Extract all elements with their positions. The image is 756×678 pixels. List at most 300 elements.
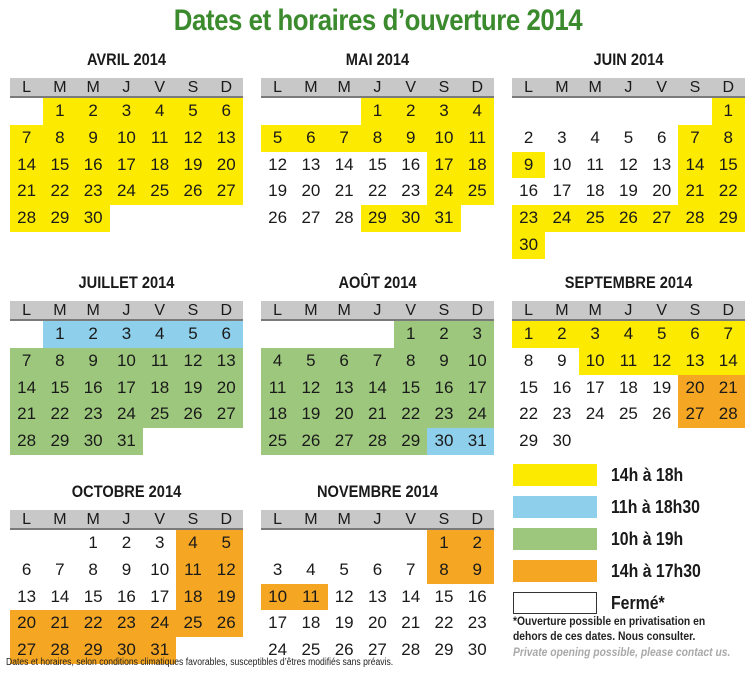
day-cell: 13 [17, 586, 37, 606]
weekday-header: M [579, 78, 612, 98]
day-cell: 13 [210, 125, 243, 152]
month-calendar [10, 271, 243, 455]
day-cell: 2 [461, 530, 494, 557]
day-cell: 26 [612, 205, 645, 232]
day-cell: 30 [77, 205, 110, 232]
day-cell: 20 [210, 152, 243, 179]
day-cell: 19 [268, 181, 288, 201]
day-cell: 25 [618, 404, 638, 424]
day-cell: 23 [77, 178, 110, 205]
day-cell: 9 [557, 350, 567, 370]
legend-item-orange [513, 555, 748, 587]
day-cell: 29 [77, 637, 110, 664]
day-cell: 11 [612, 348, 645, 375]
weekday-header: M [77, 78, 110, 98]
day-cell: 14 [361, 375, 394, 402]
weekday-header: D [210, 301, 243, 321]
day-cell: 17 [110, 152, 143, 179]
empty-cell [512, 98, 545, 125]
weekday-header: J [110, 301, 143, 321]
day-cell: 6 [328, 348, 361, 375]
day-cell: 13 [328, 375, 361, 402]
day-cell: 2 [394, 98, 427, 125]
day-cell: 18 [261, 401, 294, 428]
day-cell: 4 [612, 321, 645, 348]
day-cell: 25 [579, 205, 612, 232]
day-cell: 14 [50, 586, 70, 606]
day-cell: 7 [361, 348, 394, 375]
day-cell: 23 [401, 181, 421, 201]
day-cell: 9 [461, 557, 494, 584]
day-cell: 4 [590, 127, 600, 147]
day-cell: 13 [301, 154, 321, 174]
day-cell: 20 [301, 181, 321, 201]
weekday-header: V [645, 301, 678, 321]
day-cell: 9 [427, 348, 460, 375]
day-cell: 4 [143, 98, 176, 125]
day-cell: 12 [268, 154, 288, 174]
day-cell: 4 [176, 530, 209, 557]
day-cell: 22 [712, 178, 745, 205]
weekday-header: S [176, 301, 209, 321]
day-cell: 27 [10, 637, 43, 664]
day-cell: 11 [294, 584, 327, 611]
day-cell: 29 [434, 640, 454, 660]
day-cell: 14 [401, 586, 421, 606]
day-cell: 22 [43, 178, 76, 205]
empty-cell [10, 98, 43, 125]
day-cell: 18 [585, 181, 605, 201]
weekday-header: M [328, 510, 361, 530]
day-cell: 6 [210, 98, 243, 125]
day-cell: 3 [557, 127, 567, 147]
day-cell: 21 [401, 613, 421, 633]
weekday-header: J [110, 78, 143, 98]
day-cell: 27 [210, 178, 243, 205]
day-cell: 22 [43, 401, 76, 428]
day-cell: 6 [372, 559, 383, 579]
legend-label: 14h à 17h30 [611, 560, 701, 581]
day-cell: 5 [645, 321, 678, 348]
day-cell: 14 [678, 152, 711, 179]
empty-cell [294, 321, 327, 348]
day-cell: 2 [121, 533, 132, 552]
empty-cell [261, 98, 294, 125]
day-cell: 13 [210, 348, 243, 375]
empty-cell [361, 321, 394, 348]
weekday-header: M [43, 510, 76, 530]
weekday-header: L [261, 510, 294, 530]
month-title: AOÛT 2014 [338, 273, 417, 292]
day-cell: 5 [176, 98, 209, 125]
day-cell: 20 [652, 181, 672, 201]
empty-cell [261, 530, 294, 557]
empty-cell [394, 530, 427, 557]
day-cell: 3 [154, 533, 165, 552]
day-cell: 7 [678, 125, 711, 152]
day-cell: 23 [77, 401, 110, 428]
day-cell: 18 [618, 377, 638, 397]
day-cell: 30 [77, 428, 110, 455]
weekday-header: M [579, 301, 612, 321]
day-cell: 17 [110, 375, 143, 402]
day-cell: 12 [645, 348, 678, 375]
month-calendar [261, 48, 494, 232]
weekday-header: J [361, 301, 394, 321]
day-cell: 5 [339, 559, 349, 579]
note-line: dehors de ces dates. Nous consulter. [513, 629, 696, 643]
day-cell: 10 [552, 154, 572, 174]
day-cell: 6 [678, 321, 711, 348]
day-cell: 1 [88, 533, 98, 552]
month-title: JUIN 2014 [593, 50, 664, 69]
footnote: Dates et horaires, selon conditions climatiques favorables, susceptibles d’êtres modifiés sans préavis. [6, 657, 394, 668]
weekday-header: S [427, 78, 460, 98]
day-cell: 8 [523, 350, 534, 370]
day-cell: 25 [143, 178, 176, 205]
weekday-header: J [361, 78, 394, 98]
day-cell: 11 [143, 125, 176, 152]
day-cell: 29 [519, 431, 539, 451]
calendar-grid [261, 78, 494, 232]
weekday-header: M [545, 301, 578, 321]
day-cell: 18 [176, 584, 209, 611]
day-cell: 21 [10, 178, 43, 205]
day-cell: 24 [110, 401, 143, 428]
day-cell: 11 [461, 125, 494, 152]
day-cell: 27 [210, 401, 243, 428]
day-cell: 7 [328, 125, 361, 152]
day-cell: 4 [306, 559, 316, 579]
day-cell: 1 [394, 321, 427, 348]
day-cell: 12 [618, 154, 638, 174]
month-title: JUILLET 2014 [78, 273, 175, 292]
day-cell: 18 [143, 375, 176, 402]
day-cell: 12 [210, 557, 243, 584]
empty-cell [579, 98, 612, 125]
day-cell: 3 [579, 321, 612, 348]
weekday-header: V [645, 78, 678, 98]
weekday-header: J [361, 510, 394, 530]
empty-cell [294, 530, 327, 557]
day-cell: 19 [210, 584, 243, 611]
day-cell: 20 [328, 401, 361, 428]
day-cell: 9 [77, 348, 110, 375]
day-cell: 13 [652, 154, 672, 174]
day-cell: 23 [467, 613, 487, 633]
day-cell: 14 [712, 348, 745, 375]
day-cell: 31 [143, 637, 176, 664]
empty-cell [645, 98, 678, 125]
day-cell: 25 [461, 178, 494, 205]
day-cell: 26 [334, 640, 354, 660]
day-cell: 16 [77, 375, 110, 402]
day-cell: 11 [261, 375, 294, 402]
day-cell: 27 [328, 428, 361, 455]
day-cell: 29 [394, 428, 427, 455]
day-cell: 3 [427, 98, 460, 125]
weekday-header: M [294, 301, 327, 321]
day-cell: 2 [523, 127, 534, 147]
day-cell: 10 [261, 584, 294, 611]
day-cell: 15 [43, 375, 76, 402]
weekday-header: L [512, 301, 545, 321]
day-cell: 17 [268, 613, 288, 633]
legend [513, 459, 748, 619]
day-cell: 27 [367, 640, 387, 660]
weekday-header: V [143, 510, 176, 530]
day-cell: 12 [176, 348, 209, 375]
day-cell: 21 [712, 375, 745, 402]
day-cell: 2 [77, 321, 110, 348]
month-title: AVRIL 2014 [86, 50, 167, 69]
day-cell: 13 [678, 348, 711, 375]
day-cell: 15 [367, 154, 387, 174]
month-title: MAI 2014 [345, 50, 410, 69]
empty-cell [10, 321, 43, 348]
empty-cell [43, 530, 76, 557]
legend-label: 10h à 19h [611, 528, 684, 549]
day-cell: 28 [401, 640, 421, 660]
legend-item-green [513, 523, 748, 555]
day-cell: 4 [461, 98, 494, 125]
day-cell: 31 [461, 428, 494, 455]
day-cell: 29 [361, 205, 394, 232]
weekday-header: D [210, 510, 243, 530]
day-cell: 15 [43, 152, 76, 179]
weekday-header: D [461, 78, 494, 98]
day-cell: 22 [77, 610, 110, 637]
day-cell: 1 [427, 530, 460, 557]
day-cell: 23 [427, 401, 460, 428]
day-cell: 20 [210, 375, 243, 402]
day-cell: 17 [150, 586, 170, 606]
day-cell: 5 [210, 530, 243, 557]
weekday-header: L [261, 301, 294, 321]
weekday-header: J [612, 301, 645, 321]
day-cell: 8 [427, 557, 460, 584]
day-cell: 17 [585, 377, 605, 397]
day-cell: 10 [579, 348, 612, 375]
day-cell: 17 [461, 375, 494, 402]
day-cell: 11 [143, 348, 176, 375]
day-cell: 30 [110, 637, 143, 664]
day-cell: 12 [334, 586, 354, 606]
day-cell: 6 [656, 127, 667, 147]
weekday-header: V [143, 78, 176, 98]
day-cell: 2 [545, 321, 578, 348]
weekday-header: M [43, 301, 76, 321]
legend-item-yellow [513, 459, 748, 491]
empty-cell [612, 98, 645, 125]
day-cell: 1 [43, 321, 76, 348]
day-cell: 8 [394, 348, 427, 375]
day-cell: 27 [301, 208, 321, 228]
day-cell: 28 [10, 205, 43, 232]
day-cell: 25 [143, 401, 176, 428]
day-cell: 26 [294, 428, 327, 455]
day-cell: 28 [678, 205, 711, 232]
weekday-header: M [545, 78, 578, 98]
english-note: Private opening possible, please contact us. [513, 645, 731, 659]
day-cell: 29 [712, 205, 745, 232]
day-cell: 25 [176, 610, 209, 637]
day-cell: 18 [301, 613, 321, 633]
day-cell: 12 [176, 125, 209, 152]
day-cell: 14 [334, 154, 354, 174]
month-title: OCTOBRE 2014 [71, 482, 182, 501]
legend-swatch [513, 560, 597, 582]
legend-swatch [513, 592, 597, 614]
day-cell: 3 [272, 559, 283, 579]
day-cell: 17 [552, 181, 572, 201]
day-cell: 3 [110, 98, 143, 125]
day-cell: 30 [427, 428, 460, 455]
day-cell: 8 [712, 125, 745, 152]
legend-label: 14h à 18h [611, 464, 684, 485]
weekday-header: M [43, 78, 76, 98]
day-cell: 13 [367, 586, 387, 606]
day-cell: 28 [361, 428, 394, 455]
weekday-header: S [427, 510, 460, 530]
day-cell: 10 [427, 125, 460, 152]
empty-cell [328, 98, 361, 125]
day-cell: 22 [434, 613, 454, 633]
empty-cell [328, 530, 361, 557]
day-cell: 19 [294, 401, 327, 428]
weekday-header: J [612, 78, 645, 98]
day-cell: 29 [43, 205, 76, 232]
day-cell: 16 [519, 181, 539, 201]
day-cell: 24 [427, 178, 460, 205]
day-cell: 17 [427, 152, 460, 179]
day-cell: 28 [10, 428, 43, 455]
day-cell: 4 [143, 321, 176, 348]
day-cell: 16 [116, 586, 136, 606]
legend-swatch [513, 528, 597, 550]
day-cell: 5 [623, 127, 634, 147]
weekday-header: M [77, 510, 110, 530]
weekday-header: D [210, 78, 243, 98]
weekday-header: M [294, 78, 327, 98]
day-cell: 20 [10, 610, 43, 637]
day-cell: 16 [467, 586, 487, 606]
day-cell: 7 [55, 559, 65, 579]
month-calendar [512, 271, 745, 455]
day-cell: 8 [43, 125, 76, 152]
day-cell: 7 [10, 348, 43, 375]
weekday-header: V [143, 301, 176, 321]
empty-cell [261, 321, 294, 348]
day-cell: 19 [652, 377, 672, 397]
day-cell: 23 [552, 404, 572, 424]
weekday-header: M [328, 78, 361, 98]
day-cell: 15 [712, 152, 745, 179]
day-cell: 1 [512, 321, 545, 348]
calendar-grid [261, 301, 494, 455]
day-cell: 19 [618, 181, 638, 201]
weekday-header: S [678, 78, 711, 98]
day-cell: 6 [210, 321, 243, 348]
weekday-header: S [176, 78, 209, 98]
day-cell: 20 [367, 613, 387, 633]
day-cell: 21 [10, 401, 43, 428]
day-cell: 7 [405, 559, 416, 579]
day-cell: 15 [519, 377, 539, 397]
month-title: SEPTEMBRE 2014 [564, 273, 693, 292]
day-cell: 15 [394, 375, 427, 402]
day-cell: 29 [43, 428, 76, 455]
day-cell: 16 [401, 154, 421, 174]
legend-label: Fermé* [611, 592, 665, 613]
month-calendar [10, 48, 243, 232]
day-cell: 24 [143, 610, 176, 637]
month-calendar [261, 271, 494, 455]
empty-cell [678, 98, 711, 125]
day-cell: 30 [394, 205, 427, 232]
day-cell: 8 [88, 559, 98, 579]
legend-swatch [513, 464, 597, 486]
day-cell: 15 [434, 586, 454, 606]
day-cell: 2 [427, 321, 460, 348]
day-cell: 1 [712, 98, 745, 125]
day-cell: 5 [261, 125, 294, 152]
day-cell: 10 [461, 348, 494, 375]
calendar-grid [10, 301, 243, 455]
day-cell: 21 [334, 181, 354, 201]
weekday-header: L [10, 510, 43, 530]
day-cell: 30 [552, 431, 572, 451]
day-cell: 18 [461, 152, 494, 179]
calendar-grid [512, 301, 745, 455]
day-cell: 28 [43, 637, 76, 664]
month-calendar [261, 480, 494, 664]
day-cell: 21 [43, 610, 76, 637]
legend-swatch [513, 496, 597, 518]
empty-cell [328, 321, 361, 348]
weekday-header: V [394, 510, 427, 530]
day-cell: 19 [176, 152, 209, 179]
empty-cell [361, 530, 394, 557]
day-cell: 8 [43, 348, 76, 375]
day-cell: 19 [334, 613, 354, 633]
weekday-header: L [512, 78, 545, 98]
day-cell: 25 [261, 428, 294, 455]
empty-cell [294, 98, 327, 125]
page-title: Dates et horaires d’ouverture 2014 [173, 4, 583, 37]
day-cell: 22 [367, 181, 387, 201]
month-title: NOVEMBRE 2014 [316, 482, 439, 501]
day-cell: 10 [150, 559, 170, 579]
day-cell: 31 [110, 428, 143, 455]
day-cell: 28 [334, 208, 354, 228]
day-cell: 22 [519, 404, 539, 424]
empty-cell [10, 530, 43, 557]
weekday-header: D [461, 301, 494, 321]
empty-cell [545, 98, 578, 125]
calendar-grid [10, 78, 243, 232]
day-cell: 26 [210, 610, 243, 637]
month-calendar [512, 48, 745, 259]
day-cell: 5 [294, 348, 327, 375]
day-cell: 9 [394, 125, 427, 152]
day-cell: 25 [301, 640, 321, 660]
weekday-header: S [678, 301, 711, 321]
day-cell: 12 [294, 375, 327, 402]
weekday-header: D [712, 301, 745, 321]
legend-item-blue [513, 491, 748, 523]
weekday-header: V [394, 301, 427, 321]
